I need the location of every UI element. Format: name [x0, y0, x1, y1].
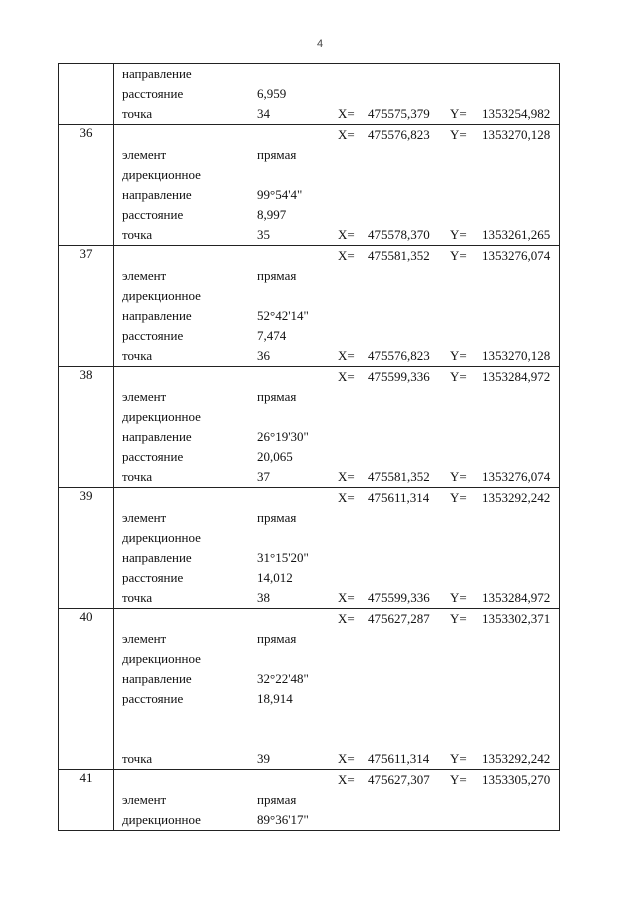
field-label: направление — [122, 429, 192, 444]
x-coordinate: 475581,352 — [368, 469, 430, 484]
x-coordinate: 475599,336 — [368, 369, 430, 384]
table-row — [59, 528, 559, 548]
y-label: Y= — [450, 611, 467, 626]
table-row — [59, 246, 559, 266]
x-coordinate: 475576,823 — [368, 348, 430, 363]
table-row — [59, 508, 559, 528]
y-coordinate: 1353305,270 — [482, 772, 551, 787]
field-value: 7,474 — [257, 328, 287, 343]
field-label: расстояние — [122, 328, 184, 343]
field-label: элемент — [122, 631, 167, 646]
blank-space — [59, 709, 559, 749]
table-row — [59, 609, 559, 629]
x-coordinate: 475575,379 — [368, 106, 430, 121]
y-label: Y= — [450, 772, 467, 787]
table-row — [59, 407, 559, 427]
field-label: дирекционное — [122, 530, 201, 545]
x-coordinate: 475611,314 — [368, 490, 430, 505]
y-coordinate: 1353292,242 — [482, 490, 551, 505]
field-label: направление — [122, 308, 192, 323]
x-label: X= — [338, 590, 355, 605]
field-value: прямая — [257, 510, 297, 525]
y-label: Y= — [450, 127, 467, 142]
field-value: 34 — [257, 106, 270, 121]
field-value: 6,959 — [257, 86, 287, 101]
table-row — [59, 84, 559, 104]
field-label: точка — [122, 348, 153, 363]
field-value: 26°19'30" — [257, 429, 309, 444]
y-label: Y= — [450, 106, 467, 121]
field-value: 89°36'17" — [257, 812, 309, 827]
table-row — [59, 669, 559, 689]
point-number: 41 — [79, 770, 93, 785]
table-row — [59, 266, 559, 286]
field-label: дирекционное — [122, 651, 201, 666]
point-number: 40 — [79, 609, 93, 624]
field-value: 18,914 — [257, 691, 293, 706]
y-label: Y= — [450, 590, 467, 605]
field-label: элемент — [122, 268, 167, 283]
x-label: X= — [338, 106, 355, 121]
field-label: точка — [122, 590, 153, 605]
field-value: 8,997 — [257, 207, 287, 222]
field-label: направление — [122, 66, 192, 81]
table-row — [59, 205, 559, 225]
field-label: точка — [122, 106, 153, 121]
table-row — [59, 104, 559, 124]
table-row — [59, 749, 559, 769]
y-coordinate: 1353254,982 — [482, 106, 551, 121]
x-coordinate: 475578,370 — [368, 227, 430, 242]
field-value: 14,012 — [257, 570, 293, 585]
table-block-41 — [58, 769, 560, 831]
field-label: расстояние — [122, 570, 184, 585]
y-coordinate: 1353261,265 — [482, 227, 551, 242]
x-label: X= — [338, 127, 355, 142]
table-row — [59, 286, 559, 306]
x-label: X= — [338, 227, 355, 242]
field-label: направление — [122, 671, 192, 686]
field-value: 32°22'48" — [257, 671, 309, 686]
y-label: Y= — [450, 490, 467, 505]
field-label: расстояние — [122, 207, 184, 222]
y-label: Y= — [450, 348, 467, 363]
table-row — [59, 346, 559, 366]
table-row — [59, 367, 559, 387]
table-row — [59, 488, 559, 508]
field-value: 37 — [257, 469, 270, 484]
table-row — [59, 689, 559, 709]
table-row — [59, 125, 559, 145]
table-row — [59, 225, 559, 245]
y-coordinate: 1353284,972 — [482, 369, 551, 384]
point-number: 39 — [79, 488, 93, 503]
field-label: расстояние — [122, 86, 184, 101]
x-label: X= — [338, 751, 355, 766]
field-label: расстояние — [122, 691, 184, 706]
y-label: Y= — [450, 227, 467, 242]
y-coordinate: 1353292,242 — [482, 751, 551, 766]
field-value: 35 — [257, 227, 270, 242]
table-row — [59, 629, 559, 649]
point-number: 37 — [79, 246, 93, 261]
field-value: прямая — [257, 792, 297, 807]
y-coordinate: 1353276,074 — [482, 248, 551, 263]
table-row — [59, 467, 559, 487]
field-label: элемент — [122, 792, 167, 807]
table-row — [59, 810, 559, 830]
field-value: 20,065 — [257, 449, 293, 464]
field-value: прямая — [257, 631, 297, 646]
table-block-37 — [58, 245, 560, 366]
table-row — [59, 326, 559, 346]
field-label: точка — [122, 751, 153, 766]
coordinates-table — [58, 63, 560, 831]
x-coordinate: 475611,314 — [368, 751, 430, 766]
field-value: прямая — [257, 268, 297, 283]
table-block-38 — [58, 366, 560, 487]
field-label: направление — [122, 550, 192, 565]
x-label: X= — [338, 469, 355, 484]
field-value: 99°54'4" — [257, 187, 303, 202]
table-row — [59, 568, 559, 588]
field-label: точка — [122, 469, 153, 484]
table-row — [59, 790, 559, 810]
y-coordinate: 1353270,128 — [482, 127, 551, 142]
field-label: направление — [122, 187, 192, 202]
x-coordinate: 475581,352 — [368, 248, 430, 263]
field-label: расстояние — [122, 449, 184, 464]
x-label: X= — [338, 611, 355, 626]
x-coordinate: 475627,287 — [368, 611, 430, 626]
table-row — [59, 427, 559, 447]
field-value: 36 — [257, 348, 270, 363]
field-value: прямая — [257, 389, 297, 404]
table-row — [59, 548, 559, 568]
y-label: Y= — [450, 248, 467, 263]
x-coordinate: 475627,307 — [368, 772, 430, 787]
table-block-36 — [58, 124, 560, 245]
y-label: Y= — [450, 369, 467, 384]
table-row — [59, 185, 559, 205]
y-label: Y= — [450, 751, 467, 766]
table-block-continuation — [58, 63, 560, 124]
table-row — [59, 387, 559, 407]
page-number: 4 — [316, 38, 324, 50]
y-coordinate: 1353284,972 — [482, 590, 551, 605]
table-row — [59, 649, 559, 669]
table-row — [59, 145, 559, 165]
point-number: 38 — [79, 367, 93, 382]
y-coordinate: 1353270,128 — [482, 348, 551, 363]
x-coordinate: 475599,336 — [368, 590, 430, 605]
field-value: 39 — [257, 751, 270, 766]
x-label: X= — [338, 490, 355, 505]
field-label: элемент — [122, 389, 167, 404]
x-label: X= — [338, 348, 355, 363]
table-row — [59, 165, 559, 185]
x-label: X= — [338, 772, 355, 787]
x-label: X= — [338, 369, 355, 384]
field-label: элемент — [122, 510, 167, 525]
table-block-40 — [58, 608, 560, 769]
y-coordinate: 1353276,074 — [482, 469, 551, 484]
field-label: дирекционное — [122, 167, 201, 182]
table-row — [59, 306, 559, 326]
table-row — [59, 770, 559, 790]
table-row — [59, 447, 559, 467]
x-label: X= — [338, 248, 355, 263]
table-block-39 — [58, 487, 560, 608]
table-row — [59, 64, 559, 84]
field-label: элемент — [122, 147, 167, 162]
x-coordinate: 475576,823 — [368, 127, 430, 142]
field-label: дирекционное — [122, 288, 201, 303]
field-value: прямая — [257, 147, 297, 162]
field-label: дирекционное — [122, 812, 201, 827]
field-value: 31°15'20" — [257, 550, 309, 565]
field-value: 52°42'14" — [257, 308, 309, 323]
field-label: дирекционное — [122, 409, 201, 424]
field-value: 38 — [257, 590, 270, 605]
table-row — [59, 588, 559, 608]
field-label: точка — [122, 227, 153, 242]
y-label: Y= — [450, 469, 467, 484]
y-coordinate: 1353302,371 — [482, 611, 551, 626]
point-number: 36 — [79, 125, 93, 140]
